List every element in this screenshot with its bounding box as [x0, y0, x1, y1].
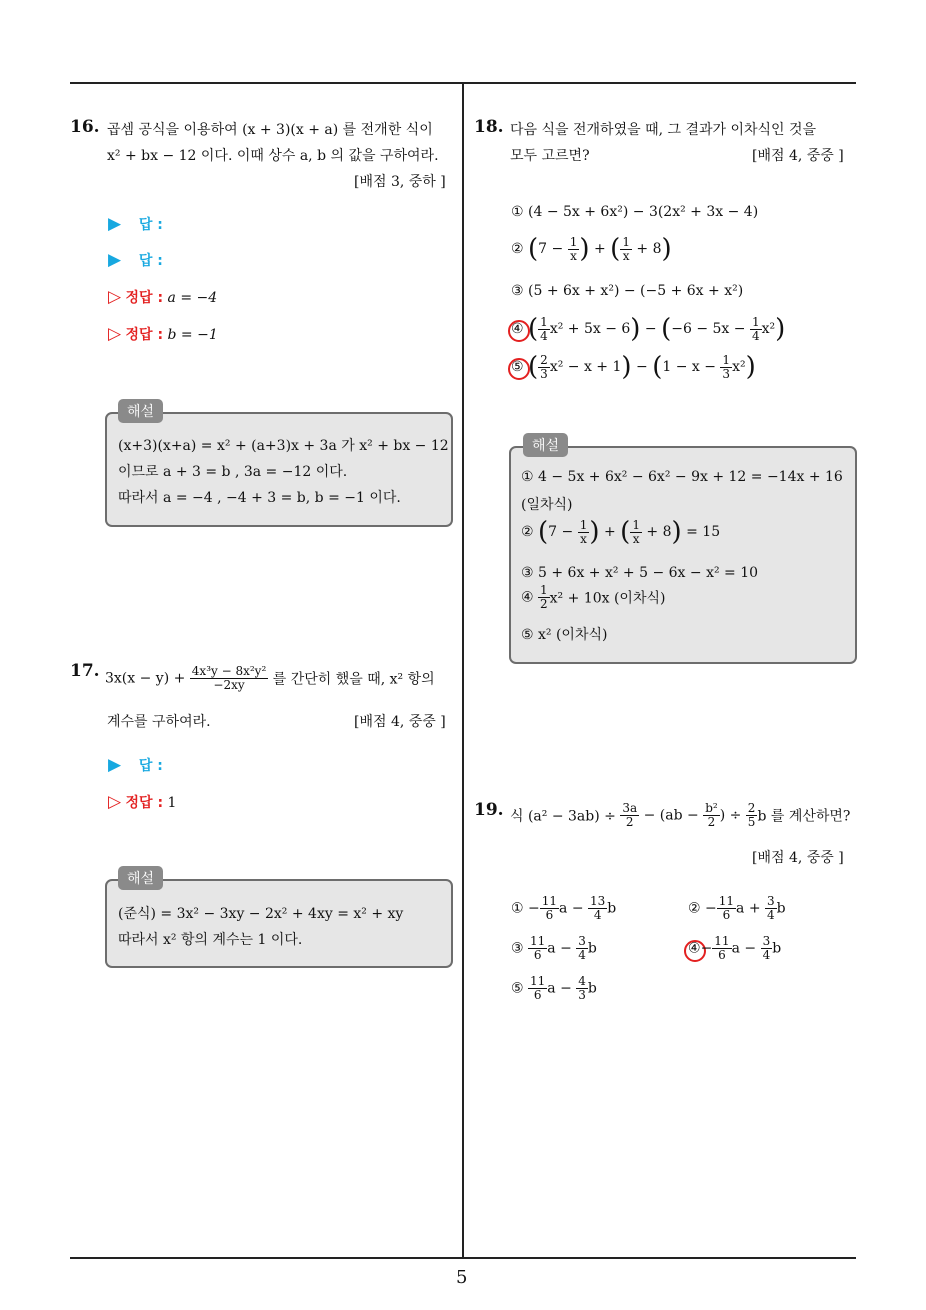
term: a −	[547, 940, 572, 957]
frac-den: 4	[578, 948, 586, 962]
q18-explain-line	[521, 517, 720, 547]
fraction	[538, 316, 550, 343]
term: 1 − x −	[662, 359, 716, 375]
q17-explanation-tag: 해설	[118, 866, 163, 890]
q17-prefix: 3x(x − y) +	[105, 670, 186, 687]
q17-frac-num: 4x³y − 8x²y²	[191, 664, 267, 678]
q17-number: 17.	[70, 661, 100, 681]
q16-answer-row-1	[108, 214, 163, 234]
frac-den: 3	[722, 366, 731, 381]
q19-option-1	[511, 895, 616, 922]
fraction	[720, 354, 732, 381]
q17-points: [배점 4, 중중 ]	[354, 714, 446, 730]
page-number: 5	[456, 1267, 468, 1288]
frac-den: 6	[533, 988, 542, 1002]
q17-suffix: 를 간단히 했을 때, x² 항의	[272, 671, 435, 688]
frac-den: 4	[540, 328, 548, 343]
q19-option-5	[511, 975, 597, 1002]
term: b	[607, 900, 617, 917]
term: = 15	[686, 524, 721, 540]
correct-value: 1	[167, 795, 177, 811]
right-paren: )	[589, 517, 600, 547]
fraction	[761, 935, 773, 962]
sign: −	[700, 940, 713, 957]
frac-den: 6	[722, 908, 731, 922]
fraction	[712, 935, 731, 962]
option-mark: ④	[511, 321, 524, 337]
bottom-rule	[70, 1257, 856, 1259]
q16-correct-row-1	[108, 287, 217, 307]
q17-frac-den: −2xy	[213, 678, 245, 692]
frac-den: 5	[747, 815, 756, 829]
term: b	[772, 940, 782, 957]
right-paren: )	[579, 234, 590, 264]
term: x² − x + 1	[549, 359, 622, 375]
frac-num: 2	[747, 801, 756, 815]
term: + 8	[646, 524, 672, 540]
q19-option-2	[688, 895, 786, 922]
term: 7 −	[538, 241, 564, 257]
fraction	[540, 895, 559, 922]
q16-answer-row-2	[108, 250, 163, 270]
option-mark: ④	[521, 589, 534, 606]
term: a −	[731, 940, 757, 957]
outline-triangle-icon: ▷	[108, 287, 122, 307]
outline-triangle-icon: ▷	[108, 792, 122, 812]
q18-option-4	[511, 314, 785, 344]
right-paren: )	[745, 352, 756, 382]
frac-den: 3	[540, 366, 548, 381]
fraction	[630, 519, 642, 546]
q17-explanation-box	[105, 879, 453, 968]
term: a −	[559, 900, 584, 917]
option-mark: ④	[688, 940, 701, 957]
operator: +	[593, 241, 606, 257]
option-mark: ③	[511, 940, 524, 957]
right-paren: )	[775, 314, 786, 344]
left-paren: (	[610, 234, 621, 264]
frac-num: b²	[705, 801, 718, 815]
q16-explain-line: 이므로 a + 3 = b , 3a = −12 이다.	[118, 464, 348, 480]
left-paren: (	[528, 352, 539, 382]
frac-num: 11	[530, 934, 546, 948]
term: − (ab −	[643, 807, 699, 824]
fraction	[538, 354, 550, 381]
left-paren: (	[538, 517, 549, 547]
operator: −	[644, 321, 657, 337]
frac-den: x	[632, 531, 640, 546]
play-triangle-icon: ▶	[108, 250, 122, 270]
q17-explain-line: (준식) = 3x² − 3xy − 2x² + 4xy = x² + xy	[118, 906, 404, 922]
q18-line1: 다음 식을 전개하였을 때, 그 결과가 이차식인 것을	[510, 122, 817, 138]
frac-den: 4	[762, 948, 771, 962]
fraction	[703, 802, 720, 829]
frac-num: 1	[569, 234, 578, 249]
q19-number: 19.	[474, 800, 504, 820]
frac-num: 3	[762, 934, 771, 948]
left-paren: (	[528, 314, 539, 344]
term: x²	[761, 321, 776, 337]
q18-explain-line: (일차식)	[521, 497, 573, 513]
fraction	[528, 935, 547, 962]
q19-option-3	[511, 935, 597, 962]
fraction	[717, 895, 736, 922]
frac-den: x	[580, 531, 587, 546]
q18-explanation-tag: 해설	[523, 433, 568, 457]
right-paren: )	[671, 517, 682, 547]
term: a −	[547, 980, 572, 997]
q18-option-3: ③ (5 + 6x + x²) − (−5 + 6x + x²)	[511, 283, 744, 299]
frac-den: 6	[533, 948, 542, 962]
fraction	[765, 895, 777, 922]
frac-den: x	[570, 248, 577, 263]
frac-num: 3	[767, 894, 775, 908]
q16-explanation-tag: 해설	[118, 399, 163, 423]
left-paren: (	[528, 234, 539, 264]
q19-option-4	[688, 935, 781, 962]
term: b	[776, 900, 786, 917]
q18-explain-line: ① 4 − 5x + 6x² − 6x² − 9x + 12 = −14x + 16	[521, 469, 843, 485]
term: x²	[732, 359, 746, 375]
option-mark: ①	[511, 900, 524, 917]
frac-den: 6	[718, 948, 726, 962]
term: 7 −	[548, 524, 574, 540]
q16-correct-row-2	[108, 324, 218, 344]
term: b 를 계산하면?	[757, 808, 851, 825]
play-triangle-icon: ▶	[108, 755, 122, 775]
term: + 8	[636, 241, 662, 257]
frac-num: 1	[622, 234, 630, 249]
right-paren: )	[621, 352, 632, 382]
q18-option-1: ① (4 − 5x + 6x²) − 3(2x² + 3x − 4)	[511, 204, 759, 220]
frac-num: 2	[540, 352, 548, 367]
fraction	[588, 895, 607, 922]
q18-line2: 모두 고르면?	[510, 148, 590, 164]
term: 식 (a² − 3ab) ÷	[510, 808, 616, 825]
option-mark: ⑤	[511, 980, 524, 997]
correct-label: 정답 :	[125, 290, 164, 306]
option-mark: ⑤	[511, 359, 524, 375]
play-triangle-icon: ▶	[108, 214, 122, 234]
correct-label: 정답 :	[125, 795, 164, 811]
frac-num: 11	[541, 894, 558, 908]
frac-den: 4	[593, 908, 602, 922]
fraction	[620, 236, 632, 263]
fraction	[528, 975, 547, 1002]
answer-label: 답 :	[138, 217, 163, 233]
frac-den: 2	[625, 815, 634, 829]
q17-correct-row	[108, 792, 176, 812]
left-paren: (	[620, 517, 631, 547]
fraction	[620, 802, 639, 829]
operator: +	[603, 524, 616, 540]
q16-line1: 곱셈 공식을 이용하여 (x + 3)(x + a) 를 전개한 식이	[107, 122, 433, 138]
operator: −	[636, 359, 648, 375]
q18-option-5	[511, 352, 756, 382]
frac-den: x	[622, 248, 630, 263]
q18-explain-line	[521, 584, 665, 611]
frac-den: 6	[545, 908, 554, 922]
correct-value: b = −1	[167, 327, 218, 343]
fraction	[576, 975, 588, 1002]
q16-line2: x² + bx − 12 이다. 이때 상수 a, b 의 값을 구하여라.	[107, 148, 439, 164]
frac-num: 11	[714, 934, 730, 948]
q17-answer-row	[108, 755, 163, 775]
sign: −	[705, 900, 717, 917]
fraction	[750, 316, 762, 343]
answer-label: 답 :	[138, 758, 163, 774]
q17-fraction	[190, 665, 268, 692]
q16-explain-line: (x+3)(x+a) = x² + (a+3)x + 3a 가 x² + bx − 12	[118, 438, 449, 454]
q18-explain-line: ③ 5 + 6x + x² + 5 − 6x − x² = 10	[521, 565, 759, 581]
frac-num: 11	[718, 894, 735, 908]
frac-den: 4	[767, 908, 775, 922]
left-paren: (	[661, 314, 672, 344]
q17-line2: 계수를 구하여라.	[107, 714, 211, 730]
term: b	[587, 940, 597, 957]
frac-num: 1	[722, 352, 731, 367]
q18-option-2	[511, 234, 672, 264]
sign: −	[528, 900, 540, 917]
frac-num: 1	[579, 517, 588, 532]
q16-explain-line: 따라서 a = −4 , −4 + 3 = b, b = −1 이다.	[118, 490, 401, 506]
q18-number: 18.	[474, 117, 504, 137]
frac-den: 3	[578, 988, 586, 1002]
q17-explain-line: 따라서 x² 항의 계수는 1 이다.	[118, 932, 303, 948]
term: x² + 5x − 6	[549, 321, 631, 337]
frac-den: 4	[751, 328, 760, 343]
term: b	[587, 980, 597, 997]
fraction	[746, 802, 758, 829]
option-mark: ②	[511, 241, 524, 257]
fraction	[568, 236, 580, 263]
q18-explain-line: ⑤ x² (이차식)	[521, 627, 608, 643]
q17-line1	[105, 665, 435, 692]
q18-points: [배점 4, 중중 ]	[752, 148, 844, 164]
left-paren: (	[652, 352, 663, 382]
fraction	[538, 584, 550, 611]
fraction	[576, 935, 588, 962]
term: ) ÷	[719, 807, 742, 824]
outline-triangle-icon: ▷	[108, 324, 122, 344]
right-paren: )	[661, 234, 672, 264]
frac-den: 2	[707, 815, 716, 829]
q16-points: [배점 3, 중하 ]	[354, 174, 446, 190]
right-paren: )	[630, 314, 641, 344]
fraction	[578, 519, 590, 546]
frac-num: 4	[578, 974, 586, 988]
answer-label: 답 :	[138, 253, 163, 269]
q19-line1	[510, 802, 850, 829]
option-mark: ②	[688, 900, 701, 917]
frac-den: 2	[540, 597, 548, 611]
q16-number: 16.	[70, 117, 100, 137]
column-divider	[462, 84, 464, 1258]
correct-value: a = −4	[167, 290, 218, 306]
frac-num: 3	[578, 934, 586, 948]
frac-num: 11	[530, 974, 546, 988]
frac-num: 1	[540, 583, 548, 597]
frac-num: 3a	[622, 801, 638, 815]
term: a +	[736, 900, 761, 917]
term: x² + 10x (이차식)	[549, 590, 666, 607]
frac-num: 13	[590, 894, 606, 908]
correct-label: 정답 :	[125, 327, 164, 343]
frac-num: 1	[632, 517, 640, 532]
frac-num: 1	[751, 314, 760, 329]
term: −6 − 5x −	[671, 321, 746, 337]
q19-points: [배점 4, 중중 ]	[752, 850, 844, 866]
frac-num: 1	[540, 314, 548, 329]
option-mark: ②	[521, 524, 534, 540]
